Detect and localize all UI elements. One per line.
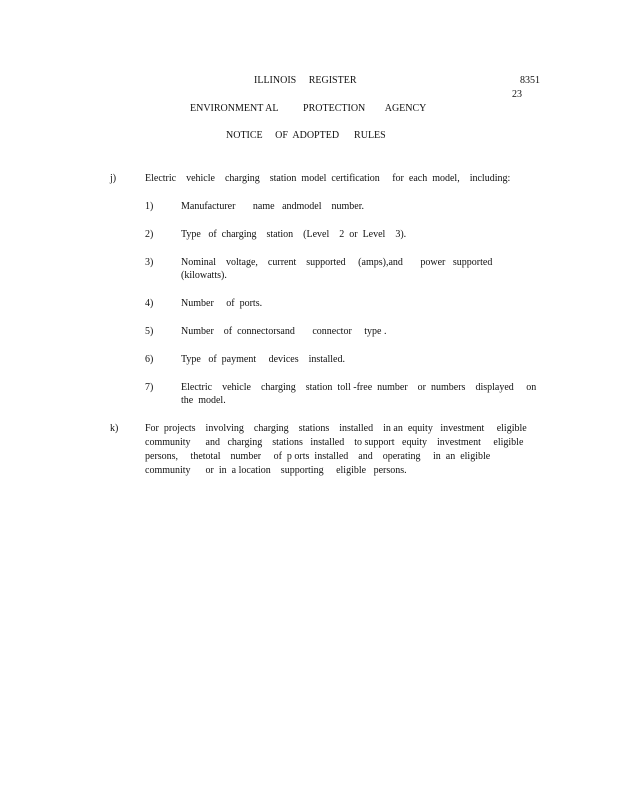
subitem-7-line1: Electric vehicle charging station toll -free number or numbers displayed on xyxy=(181,382,537,393)
item-j-text: Electric vehicle charging station model certification for each model, including: xyxy=(145,173,511,184)
subitem-5-marker: 5) xyxy=(145,326,154,337)
agency-name: ENVIRONMENT AL PROTECTION AGENCY xyxy=(190,103,427,114)
subitem-6-text: Type of payment devices installed. xyxy=(181,354,345,365)
item-k-line1: For projects involving charging stations installed in an equity investment eligible xyxy=(145,423,527,434)
item-k-marker: k) xyxy=(110,423,119,434)
notice-heading: NOTICE OF ADOPTED RULES xyxy=(226,130,386,141)
register-year: 23 xyxy=(512,89,522,100)
subitem-1-text: Manufacturer name andmodel number. xyxy=(181,201,364,212)
subitem-4-marker: 4) xyxy=(145,298,154,309)
subitem-4-text: Number of ports. xyxy=(181,298,263,309)
subitem-1-marker: 1) xyxy=(145,201,154,212)
register-title: ILLINOIS REGISTER xyxy=(254,75,357,86)
subitem-5-text: Number of connectorsand connector type . xyxy=(181,326,387,337)
item-j-marker: j) xyxy=(110,173,117,184)
subitem-3-marker: 3) xyxy=(145,257,154,268)
subitem-3-line2: (kilowatts). xyxy=(181,270,227,281)
subitem-2-marker: 2) xyxy=(145,229,154,240)
item-k-line2: community and charging stations installed to support equity investment eligible xyxy=(145,437,524,448)
subitem-3-line1: Nominal voltage, current supported (amps),and power supported xyxy=(181,257,493,268)
item-k-line4: community or in a location supporting eligible persons. xyxy=(145,465,407,476)
subitem-6-marker: 6) xyxy=(145,354,154,365)
page-number: 8351 xyxy=(520,75,540,86)
item-k-line3: persons, thetotal number of p orts installed and operating in an eligible xyxy=(145,451,491,462)
subitem-7-marker: 7) xyxy=(145,382,154,393)
subitem-7-line2: the model. xyxy=(181,395,226,406)
subitem-2-text: Type of charging station (Level 2 or Level 3). xyxy=(181,229,407,240)
